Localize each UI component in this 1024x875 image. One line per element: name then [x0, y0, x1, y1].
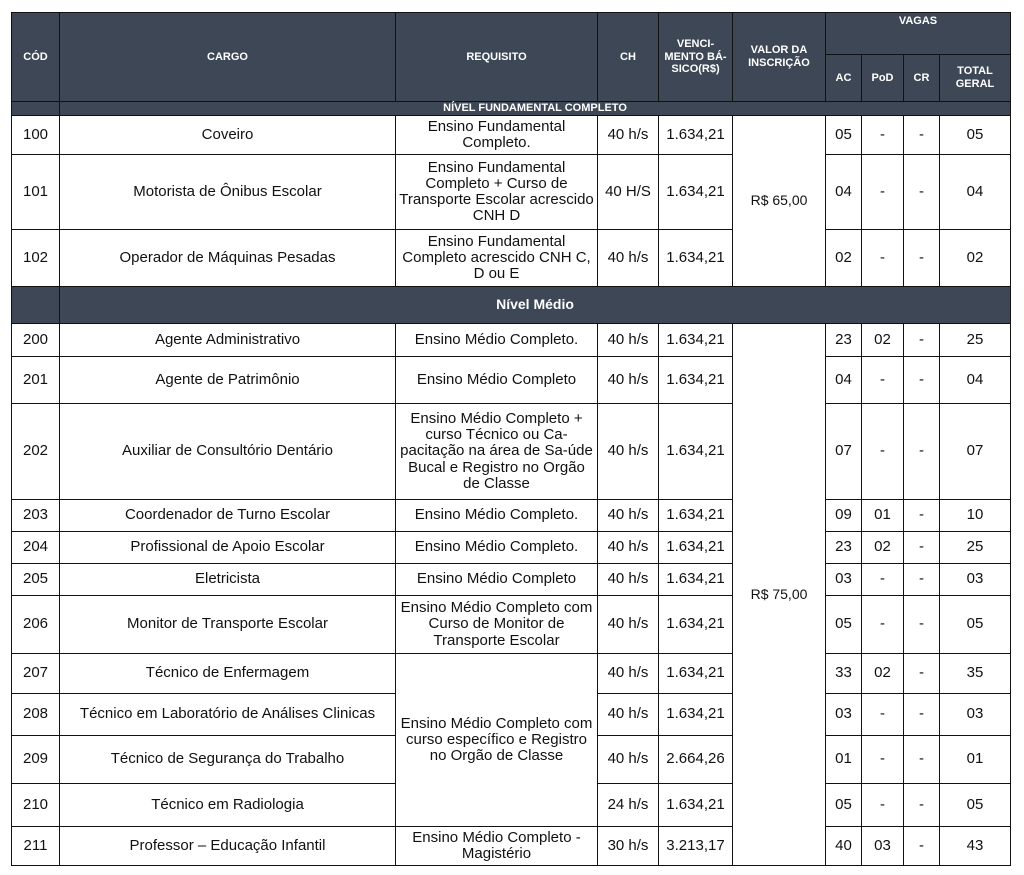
cell-cargo: Técnico de Enfermagem	[60, 654, 396, 694]
table-row	[12, 532, 1011, 564]
cell-total: 35	[940, 654, 1011, 694]
table-row	[12, 230, 1011, 287]
cell-cod: 205	[12, 564, 60, 596]
cell-pod: -	[862, 784, 904, 827]
cell-ac: 02	[826, 230, 862, 287]
section-title-fundamental: NÍVEL FUNDAMENTAL COMPLETO	[60, 102, 1011, 116]
cell-pod: -	[862, 357, 904, 404]
section-title-medio: Nível Médio	[60, 287, 1011, 324]
header-cr: CR	[904, 55, 940, 102]
cell-ac: 03	[826, 564, 862, 596]
cell-ac: 05	[826, 784, 862, 827]
cell-pod: -	[862, 155, 904, 230]
cell-cod: 209	[12, 736, 60, 784]
cell-total: 10	[940, 500, 1011, 532]
cell-ac: 07	[826, 404, 862, 500]
cell-ch: 40 h/s	[598, 736, 659, 784]
table-row	[12, 827, 1011, 866]
cell-cargo: Operador de Máquinas Pesadas	[60, 230, 396, 287]
cell-vencimento: 1.634,21	[659, 116, 733, 155]
cell-ac: 04	[826, 155, 862, 230]
cell-pod: -	[862, 694, 904, 736]
table-row	[12, 500, 1011, 532]
header-ac: AC	[826, 55, 862, 102]
cell-cod: 102	[12, 230, 60, 287]
cell-ac: 03	[826, 694, 862, 736]
cell-total: 01	[940, 736, 1011, 784]
cell-cod: 208	[12, 694, 60, 736]
cell-ch: 40 h/s	[598, 500, 659, 532]
cell-cr: -	[904, 827, 940, 866]
cell-cr: -	[904, 784, 940, 827]
table-row	[12, 357, 1011, 404]
section-spacer	[12, 102, 60, 116]
cell-ch: 40 h/s	[598, 357, 659, 404]
cell-ch: 40 h/s	[598, 230, 659, 287]
cell-cr: -	[904, 596, 940, 654]
cell-cod: 207	[12, 654, 60, 694]
cell-cargo: Motorista de Ônibus Escolar	[60, 155, 396, 230]
header-cod: CÓD	[12, 13, 60, 102]
cell-ch: 40 h/s	[598, 324, 659, 357]
cell-cr: -	[904, 357, 940, 404]
cell-requisito: Ensino Médio Completo	[396, 357, 598, 404]
cell-cr: -	[904, 654, 940, 694]
cell-vencimento: 1.634,21	[659, 155, 733, 230]
cell-ac: 23	[826, 324, 862, 357]
cell-pod: 02	[862, 324, 904, 357]
cell-ac: 01	[826, 736, 862, 784]
cell-requisito: Ensino Fundamental Completo acrescido CNH C, D ou E	[396, 230, 598, 287]
cell-ch: 40 h/s	[598, 116, 659, 155]
header-row	[12, 13, 1011, 55]
cell-vencimento: 1.634,21	[659, 654, 733, 694]
cell-requisito: Ensino Médio Completo.	[396, 532, 598, 564]
cell-total: 03	[940, 694, 1011, 736]
cell-cr: -	[904, 694, 940, 736]
cell-ac: 40	[826, 827, 862, 866]
cell-pod: -	[862, 230, 904, 287]
cell-ac: 04	[826, 357, 862, 404]
section-spacer	[12, 287, 60, 324]
table-row	[12, 116, 1011, 155]
cell-vencimento: 1.634,21	[659, 784, 733, 827]
cell-cod: 204	[12, 532, 60, 564]
cell-cargo: Coveiro	[60, 116, 396, 155]
cell-ch: 40 H/S	[598, 155, 659, 230]
cell-cod: 203	[12, 500, 60, 532]
cell-cargo: Técnico de Segurança do Trabalho	[60, 736, 396, 784]
cell-cod: 206	[12, 596, 60, 654]
cell-cr: -	[904, 324, 940, 357]
cell-cod: 201	[12, 357, 60, 404]
cell-ch: 24 h/s	[598, 784, 659, 827]
cell-total: 05	[940, 116, 1011, 155]
cell-vencimento: 1.634,21	[659, 500, 733, 532]
cell-ch: 40 h/s	[598, 654, 659, 694]
cell-cr: -	[904, 230, 940, 287]
table-row	[12, 596, 1011, 654]
cell-cargo: Técnico em Radiologia	[60, 784, 396, 827]
cell-pod: 02	[862, 654, 904, 694]
cell-cargo: Agente Administrativo	[60, 324, 396, 357]
cell-cargo: Coordenador de Turno Escolar	[60, 500, 396, 532]
table-row	[12, 404, 1011, 500]
cell-cr: -	[904, 500, 940, 532]
header-vagas: VAGAS	[826, 13, 1011, 55]
cell-cargo: Eletricista	[60, 564, 396, 596]
header-requisito: REQUISITO	[396, 13, 598, 102]
cell-requisito: Ensino Médio Completo.	[396, 324, 598, 357]
cell-pod: -	[862, 736, 904, 784]
cell-ac: 05	[826, 116, 862, 155]
cell-ch: 40 h/s	[598, 532, 659, 564]
cell-vencimento: 1.634,21	[659, 596, 733, 654]
cell-total: 25	[940, 532, 1011, 564]
cell-ch: 40 h/s	[598, 596, 659, 654]
table-row	[12, 155, 1011, 230]
section-row-fundamental	[12, 102, 1011, 116]
cell-cr: -	[904, 404, 940, 500]
cell-requisito-tecnico: Ensino Médio Completo com curso específico e Registro no Orgão de Classe	[396, 654, 598, 827]
cell-ac: 05	[826, 596, 862, 654]
header-valor-inscricao: VALOR DA INSCRIÇÃO	[733, 13, 826, 102]
cell-total: 03	[940, 564, 1011, 596]
cell-pod: 01	[862, 500, 904, 532]
cell-cargo: Técnico em Laboratório de Análises Clinicas	[60, 694, 396, 736]
table-row	[12, 324, 1011, 357]
cell-cargo: Monitor de Transporte Escolar	[60, 596, 396, 654]
cell-cr: -	[904, 116, 940, 155]
cell-total: 04	[940, 357, 1011, 404]
cell-pod: -	[862, 404, 904, 500]
header-cargo: CARGO	[60, 13, 396, 102]
cell-vencimento: 3.213,17	[659, 827, 733, 866]
cell-ac: 09	[826, 500, 862, 532]
cell-requisito: Ensino Médio Completo com Curso de Monitor de Transporte Escolar	[396, 596, 598, 654]
cell-cr: -	[904, 736, 940, 784]
cell-total: 04	[940, 155, 1011, 230]
cell-pod: -	[862, 596, 904, 654]
cell-cr: -	[904, 155, 940, 230]
cell-cod: 202	[12, 404, 60, 500]
cell-total: 07	[940, 404, 1011, 500]
cell-vencimento: 1.634,21	[659, 564, 733, 596]
cell-requisito: Ensino Médio Completo.	[396, 500, 598, 532]
cell-cr: -	[904, 532, 940, 564]
cell-vencimento: 1.634,21	[659, 404, 733, 500]
header-pod: PoD	[862, 55, 904, 102]
cell-cargo: Professor – Educação Infantil	[60, 827, 396, 866]
header-total-geral: TOTAL GERAL	[940, 55, 1011, 102]
cell-total: 25	[940, 324, 1011, 357]
cell-cod: 210	[12, 784, 60, 827]
table-row	[12, 654, 1011, 694]
cell-pod: 03	[862, 827, 904, 866]
cell-pod: -	[862, 564, 904, 596]
cell-ch: 40 h/s	[598, 564, 659, 596]
cell-ch: 40 h/s	[598, 694, 659, 736]
cell-cod: 200	[12, 324, 60, 357]
cell-ac: 23	[826, 532, 862, 564]
cell-requisito: Ensino Médio Completo	[396, 564, 598, 596]
cell-valor-inscricao-medio: R$ 75,00	[733, 324, 826, 866]
cell-vencimento: 1.634,21	[659, 694, 733, 736]
cell-requisito: Ensino Médio Completo + curso Técnico ou Ca-pacitação na área de Sa-úde Bucal e Registro no Orgão de Classe	[396, 404, 598, 500]
cell-cargo: Agente de Patrimônio	[60, 357, 396, 404]
cell-vencimento: 1.634,21	[659, 532, 733, 564]
cell-vencimento: 1.634,21	[659, 230, 733, 287]
cell-requisito: Ensino Fundamental Completo.	[396, 116, 598, 155]
cell-cod: 100	[12, 116, 60, 155]
cell-ch: 40 h/s	[598, 404, 659, 500]
cell-total: 05	[940, 784, 1011, 827]
cell-cargo: Profissional de Apoio Escolar	[60, 532, 396, 564]
header-ch: CH	[598, 13, 659, 102]
cell-vencimento: 2.664,26	[659, 736, 733, 784]
cell-vencimento: 1.634,21	[659, 324, 733, 357]
cell-total: 05	[940, 596, 1011, 654]
cell-valor-inscricao-fundamental: R$ 65,00	[733, 116, 826, 287]
cell-requisito: Ensino Médio Completo - Magistério	[396, 827, 598, 866]
cell-requisito: Ensino Fundamental Completo + Curso de Transporte Escolar acrescido CNH D	[396, 155, 598, 230]
table-row	[12, 564, 1011, 596]
cell-cod: 101	[12, 155, 60, 230]
cell-ch: 30 h/s	[598, 827, 659, 866]
cell-pod: 02	[862, 532, 904, 564]
cell-cod: 211	[12, 827, 60, 866]
cell-pod: -	[862, 116, 904, 155]
cell-cr: -	[904, 564, 940, 596]
vacancy-table	[11, 12, 1011, 866]
cell-vencimento: 1.634,21	[659, 357, 733, 404]
cell-total: 43	[940, 827, 1011, 866]
cell-ac: 33	[826, 654, 862, 694]
header-vencimento: VENCI-MENTO BÁ-SICO(R$)	[659, 13, 733, 102]
cell-cargo: Auxiliar de Consultório Dentário	[60, 404, 396, 500]
cell-total: 02	[940, 230, 1011, 287]
section-row-medio	[12, 287, 1011, 324]
